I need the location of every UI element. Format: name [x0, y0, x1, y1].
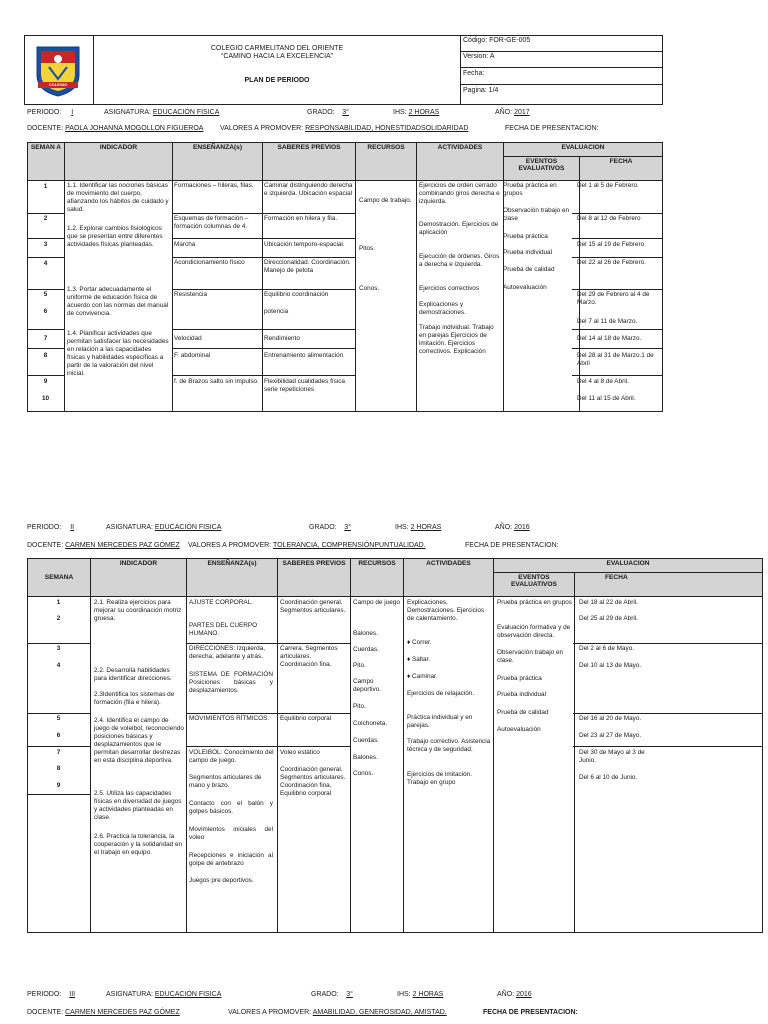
p3-ano	[497, 991, 532, 998]
p2-evento: Prueba práctica	[497, 675, 542, 682]
p3-valores	[228, 1009, 447, 1016]
p2-saber: Coordinación general. Segmentos articulares.	[280, 599, 346, 614]
p1-ensenanza: Esquemas de formación – formación columnas de 4.	[174, 215, 249, 230]
p3-grado-value: 3°	[346, 991, 353, 998]
p2-fecha: Del 25 al 29 de Abril.	[579, 615, 638, 622]
p2-col-indicador: INDICADOR	[91, 559, 187, 597]
p1-fecha: Del 1 al 5 de Febrero.	[577, 182, 639, 189]
p2-indicador: 2.6. Practica la tolerancia, la cooperación y la solidaridad en el trabajo en equipo.	[94, 833, 183, 856]
p2-saber: Voleo estático	[280, 749, 320, 756]
p1-asignatura	[104, 109, 219, 116]
p2-col-evaluacion: EVALUACION	[494, 559, 763, 573]
p2-week: 1	[56, 599, 61, 606]
p1-grado-label: GRADO:	[307, 109, 335, 116]
p1-saber: Ubicación temporo-espacial.	[264, 241, 345, 248]
p3-ano-label: AÑO:	[497, 991, 515, 998]
p1-col-eventos: EVENTOS EVALUATIVOS	[504, 157, 580, 181]
p2-asignatura	[106, 524, 221, 531]
p1-week: 8	[43, 352, 48, 359]
p1-fecha: Del 7 al 11 de Marzo.	[577, 318, 638, 325]
p2-evento: Observación trabajo en clase.	[497, 649, 564, 664]
p2-ihs	[395, 524, 441, 531]
p2-recurso: Colchoneta.	[353, 720, 388, 727]
p2-valores-value: TOLERANCIA, COMPRENSIÓNPUNTUALIDAD.	[272, 542, 426, 549]
p3-valores-label: VALORES A PROMOVER:	[228, 1009, 312, 1016]
p1-indicador: 1.2. Explorar cambios fisiológicos que se presentan entre diferentes actividades físicas planteadas.	[67, 225, 163, 248]
school-motto: “CAMINO HACIA LA EXCELENCIA”	[220, 53, 334, 60]
p1-evento: Prueba de calidad	[503, 266, 555, 273]
document-title: PLAN DE PERIODO	[244, 77, 310, 84]
p1-evento: Prueba práctica	[503, 233, 548, 240]
p2-week: 2	[56, 615, 61, 622]
p2-grado-label: GRADO:	[309, 524, 337, 531]
p3-periodo-label: PERIODO:	[27, 991, 62, 998]
p1-week: 9	[43, 378, 48, 385]
p2-ensenanza: SISTEMA DE FORMACIÓN Posiciones básicas y desplazamientos.	[189, 671, 273, 694]
p2-recurso: Conos.	[353, 770, 374, 777]
p1-fecha-presentacion: FECHA DE PRESENTACION:	[505, 125, 599, 132]
p2-ensenanza: Segmentos articulares de mano y brazo.	[189, 774, 262, 789]
p3-docente	[27, 1009, 180, 1016]
p2-saber: Equilibrio corporal	[280, 715, 332, 722]
p1-actividad: Ejecución de órdenes. Giros a derecha e izquierda.	[419, 253, 500, 268]
p3-grado-label: GRADO:	[311, 991, 339, 998]
p3-ihs	[397, 991, 443, 998]
p3-ihs-label: IHS:	[397, 991, 411, 998]
p3-ano-value: 2016	[516, 991, 532, 998]
p2-saber: Coordinación general. Segmentos articulares. Coordinación fina. Equilibrio corporal	[280, 766, 346, 797]
p2-evento: Prueba práctica en grupos	[497, 599, 572, 606]
p3-asignatura-label: ASIGNATURA:	[106, 991, 153, 998]
p3-ihs-value: 2 HORAS	[412, 991, 444, 998]
p1-week: 2	[43, 215, 48, 222]
p1-week: 4	[43, 260, 48, 267]
p2-periodo	[27, 524, 81, 531]
p2-col-actividades: ACTIVIDADES	[404, 559, 494, 597]
p1-asignatura-label: ASIGNATURA:	[104, 109, 151, 116]
p1-recurso: Pitos.	[359, 245, 375, 252]
p2-recurso: Pito.	[353, 662, 366, 669]
p2-recurso: Balones.	[353, 754, 378, 761]
p1-actividad: Trabajo individual. Trabajo en parejas Ejercicios de imitación. Ejercicios correctivos. Explicación	[419, 324, 494, 355]
p1-week: 10	[41, 395, 50, 402]
p1-indicador: 1.3. Portar adecuadamente el uniforme de educación física de acuerdo con las normas del manual de convivencia.	[67, 286, 169, 317]
p1-saber: potencia	[264, 308, 289, 315]
p2-fecha: Del 16 al 20 de Mayo.	[579, 715, 642, 722]
p2-col-ensenanza: ENSEÑANZA(s)	[187, 559, 278, 597]
p2-recurso: Campo deportivo.	[353, 678, 382, 693]
p1-asignatura-value: EDUCACIÓN FISICA	[152, 109, 220, 116]
p1-ensenanza: Marcha	[174, 241, 196, 248]
p2-recurso: Campo de juego	[353, 599, 400, 606]
p2-evento: Autoevaluación	[497, 726, 541, 733]
fecha-field: Fecha:	[463, 70, 485, 77]
p1-valores	[220, 125, 468, 132]
p1-col-saberes: SABERES PREVIOS	[263, 143, 356, 181]
p3-fecha-presentacion: FECHA DE PRESENTACION:	[483, 1009, 578, 1016]
p1-week: 6	[43, 308, 48, 315]
p2-actividad: Práctica individual y en parejas.	[407, 714, 473, 729]
p2-indicador: 2.5. Utiliza las capacidades físicas en diversidad de juegos y actividades planteadas en clase.	[94, 790, 182, 821]
p2-actividad: Ejercicios de relajación.	[407, 690, 475, 697]
p2-fecha: Del 10 al 13 de Mayo.	[579, 662, 642, 669]
p1-actividad: Ejercicios de orden cerrado combinando giros derecha e izquierda.	[419, 182, 500, 205]
p1-valores-value: RESPONSABILIDAD, HONESTIDADSOLIDARIDAD	[305, 125, 469, 132]
p2-actividad: Ejercicios de imitación. Trabajo en grupo	[407, 771, 472, 786]
p1-actividad: Demostración. Ejercicios de aplicación	[419, 221, 499, 236]
p2-ano-value: 2016	[514, 524, 530, 531]
p2-ensenanza: Contacto con el balón y golpes básicos.	[189, 800, 273, 815]
p1-docente-label: DOCENTE:	[27, 125, 64, 132]
p1-ensenanza: Formaciones – hileras, filas.	[174, 182, 254, 189]
p2-recurso: Cuerdas.	[353, 646, 379, 653]
p2-ensenanza: Recepciones e iniciación al golpe de antebrazo	[189, 852, 273, 867]
p2-actividad: ♦ Saltar.	[407, 656, 431, 663]
p1-ihs-label: IHS:	[393, 109, 407, 116]
p1-grado	[307, 109, 355, 116]
codigo-field: Código: FOR-GE-005	[463, 37, 531, 44]
p2-fecha: Del 6 al 10 de Junio.	[579, 774, 638, 781]
p2-saber: Carrera. Segmentos articulares. Coordinación fina.	[280, 645, 338, 668]
p2-ensenanza: Movimientos iniciales del voleo	[189, 826, 273, 841]
p2-actividad: ♦ Correr.	[407, 639, 432, 646]
p2-evento: Evaluación formativa y de observación directa.	[497, 624, 571, 639]
p2-recurso: Cuerdas.	[353, 737, 379, 744]
p1-grado-value: 3°	[342, 109, 349, 116]
p2-week: 4	[56, 662, 61, 669]
p1-col-indicador: INDICADOR	[65, 143, 173, 181]
p1-evento: Autoevaluación	[503, 284, 547, 291]
p2-col-fecha: FECHA	[575, 573, 763, 597]
p1-fecha: Del 22 al 26 de Febrero.	[577, 259, 646, 266]
p1-saber: Caminar distinguiendo derecha e izquierda. Ubicación espacial	[264, 182, 353, 197]
p1-week: 3	[43, 241, 48, 248]
p1-saber: Rendimiento	[264, 335, 300, 342]
p1-col-recursos: RECURSOS	[356, 143, 417, 181]
p2-fecha: Del 30 de Mayo al 3 de Junio.	[579, 749, 645, 764]
p2-week: 6	[56, 732, 61, 739]
p1-fecha: Del 11 al 15 de Abril.	[577, 395, 636, 402]
p2-week: 8	[56, 765, 61, 772]
p2-docente	[27, 542, 180, 549]
p3-periodo	[27, 991, 81, 998]
p1-fecha: Del 15 al 19 de Febrero	[577, 241, 645, 248]
p2-ensenanza: VOLEIBOL: Conocimiento del campo de juego.	[189, 749, 274, 764]
p1-saber: Equilibrio coordinación	[264, 291, 329, 298]
p2-fecha: Del 23 al 27 de Mayo.	[579, 732, 642, 739]
p3-periodo-value: III	[69, 991, 76, 998]
p1-ihs-value: 2 HORAS	[408, 109, 440, 116]
p2-asignatura-label: ASIGNATURA:	[106, 524, 153, 531]
p1-ensenanza: Acondicionamiento físico	[174, 259, 245, 266]
p1-week: 1	[43, 183, 48, 190]
school-logo	[34, 45, 82, 97]
p2-grado-value: 3°	[344, 524, 351, 531]
p2-col-recursos: RECURSOS	[351, 559, 404, 597]
p1-ensenanza: f. de Brazos salto sin impulso.	[174, 378, 259, 385]
p2-actividad: Explicaciones. Demostraciones. Ejercicios de calentamiento.	[407, 599, 485, 622]
p1-week: 7	[43, 335, 48, 342]
p1-evento: Observación trabajo en clase	[503, 207, 570, 222]
p2-col-saberes: SABERES PREVIOS	[278, 559, 351, 597]
p1-periodo-label: PERIODO:	[27, 109, 62, 116]
p1-week: 5	[43, 291, 48, 298]
p1-actividad: Explicaciones y demostraciones.	[419, 301, 466, 316]
p1-valores-label: VALORES A PROMOVER:	[220, 125, 304, 132]
p2-ensenanza: MOVIMIENTOS RÍTMICOS.	[189, 715, 270, 722]
p1-saber: Flexibilidad cualidades física serie repeticiones	[264, 378, 345, 393]
p2-ensenanza: AJUSTE CORPORAL.	[189, 599, 253, 606]
p1-saber: Formación en hilera y fila.	[264, 215, 338, 222]
p1-ano-value: 2017	[514, 109, 530, 116]
p1-ano	[495, 109, 530, 116]
p2-ensenanza: PARTES DEL CUERPO HUMANO.	[189, 622, 258, 637]
p1-ensenanza: F. abdominal	[174, 352, 211, 359]
p1-indicador: 1.4. Planificar actividades que permitan satisfacer las necesidades en relación a las capacidades físicas y habilidades específicas a partir de la valoración del nivel inicial.	[67, 330, 169, 377]
p2-fecha-presentacion: FECHA DE PRESENTACION:	[465, 542, 559, 549]
p1-saber: Direccionalidad. Coordinación. Manejo de pelota	[264, 259, 351, 274]
p2-actividad: Trabajo correctivo. Asistencia técnica y de seguridad.	[407, 738, 491, 753]
p3-valores-value: AMABILIDAD, GENEROSIDAD, AMISTAD.	[312, 1009, 447, 1016]
p1-fecha: Del 14 al 18 de Marzo.	[577, 335, 642, 342]
p1-ano-label: AÑO:	[495, 109, 513, 116]
p2-periodo-value: II	[70, 524, 75, 531]
p1-fecha: Del 8 al 12 de Febrero	[577, 215, 641, 222]
p2-ano-label: AÑO:	[495, 524, 513, 531]
crest-icon	[34, 45, 82, 97]
p2-grado	[309, 524, 357, 531]
p1-col-fecha: FECHA	[580, 157, 663, 181]
p1-col-ensenanza: ENSEÑANZA(s)	[173, 143, 263, 181]
p2-indicador: 2.4. Identifica el campo de juego de voleibol, reconociendo posiciones básicas y desplazamientos que le permitan desarrollar destrezas en esta disciplina deportiva.	[94, 717, 184, 764]
p1-col-actividades: ACTIVIDADES	[417, 143, 504, 181]
p3-docente-label: DOCENTE:	[27, 1009, 64, 1016]
p1-info-row	[27, 109, 81, 116]
p2-indicador: 2.3Identifica los sistemas de formación (fila e hilera).	[94, 691, 175, 706]
p2-recurso: Pito.	[353, 703, 366, 710]
p1-recurso: Conos.	[359, 285, 380, 292]
p2-asignatura-value: EDUCACIÓN FISICA	[154, 524, 222, 531]
p1-recurso: Campo de trabajo.	[359, 197, 412, 204]
p2-fecha: Del 18 al 22 de Abril.	[579, 599, 638, 606]
p1-evento: Prueba individual	[503, 249, 553, 256]
p2-evento: Prueba de calidad	[497, 709, 549, 716]
p1-ensenanza: Velocidad	[174, 335, 202, 342]
p1-actividad: Ejercicios correctivos	[419, 285, 480, 292]
p2-valores-label: VALORES A PROMOVER:	[188, 542, 272, 549]
p1-fecha: Del 28 al 31 de Marzo.1 de Abril	[577, 352, 654, 367]
p1-ensenanza: Resistencia	[174, 291, 208, 298]
p3-docente-value: CARMEN MERCEDES PAZ GÓMEZ	[65, 1009, 180, 1016]
p2-col-semana: SEMANA	[28, 559, 91, 597]
p2-week: 9	[56, 782, 61, 789]
p2-ihs-value: 2 HORAS	[410, 524, 442, 531]
p2-ihs-label: IHS:	[395, 524, 409, 531]
p2-docente-label: DOCENTE:	[27, 542, 64, 549]
p1-fecha: Del 4 al 8 de Abril.	[577, 378, 629, 385]
p2-ensenanza: DIRECCIONES: Izquierda, derecha, adelante y atrás.	[189, 645, 266, 660]
p2-indicador: 2.2. Desarrolla habilidades para identificar direcciones.	[94, 667, 172, 682]
p1-saber: Entrenamiento alimentación	[264, 352, 344, 359]
p2-periodo-label: PERIODO:	[27, 524, 62, 531]
school-name: COLEGIO CARMELITANO DEL ORIENTE	[210, 45, 344, 52]
p1-col-semana: SEMAN A	[28, 143, 65, 181]
p2-recurso: Balones.	[353, 630, 378, 637]
header-divider-meta	[460, 35, 461, 105]
p2-week: 7	[56, 749, 61, 756]
p2-ano	[495, 524, 530, 531]
p1-col-evaluacion: EVALUACION	[504, 143, 663, 157]
p1-fecha: Del 29 de Febrero al 4 de Marzo.	[577, 291, 650, 306]
pagina-field: Pagina: 1/4	[463, 87, 499, 94]
p1-evento: Prueba práctica en grupos	[503, 182, 557, 197]
p2-ensenanza: Juegos pre deportivos.	[189, 877, 254, 884]
logo-text: COLEGIO	[48, 82, 68, 87]
p3-grado	[311, 991, 359, 998]
p2-docente-value: CARMEN MERCEDES PAZ GÓMEZ	[65, 542, 180, 549]
p2-fecha: Del 2 al 6 de Mayo.	[579, 645, 635, 652]
p1-indicador: 1.1. Identificar las nociones básicas de movimiento del cuerpo, afianzando los hábitos de cuidado y salud.	[67, 182, 169, 213]
p3-asignatura	[106, 991, 221, 998]
p2-indicador: 2.1. Realiza ejercicios para mejorar su coordinación motriz gruesa.	[94, 599, 182, 622]
p1-docente	[27, 125, 203, 132]
p2-valores	[188, 542, 426, 549]
p2-week: 5	[56, 715, 61, 722]
p1-periodo-value: I	[71, 109, 74, 116]
p1-docente-value: PAOLA JOHANNA MOGOLLON FIGUEROA	[65, 125, 204, 132]
version-field: Version: A	[463, 53, 495, 60]
p2-col-eventos: EVENTOS EVALUATIVOS	[494, 573, 575, 597]
p3-asignatura-value: EDUCACIÓN FISICA	[154, 991, 222, 998]
p1-ihs	[393, 109, 439, 116]
p2-week: 3	[56, 645, 61, 652]
p2-evento: Prueba individual	[497, 691, 547, 698]
p2-actividad: ♦ Caminar.	[407, 673, 438, 680]
